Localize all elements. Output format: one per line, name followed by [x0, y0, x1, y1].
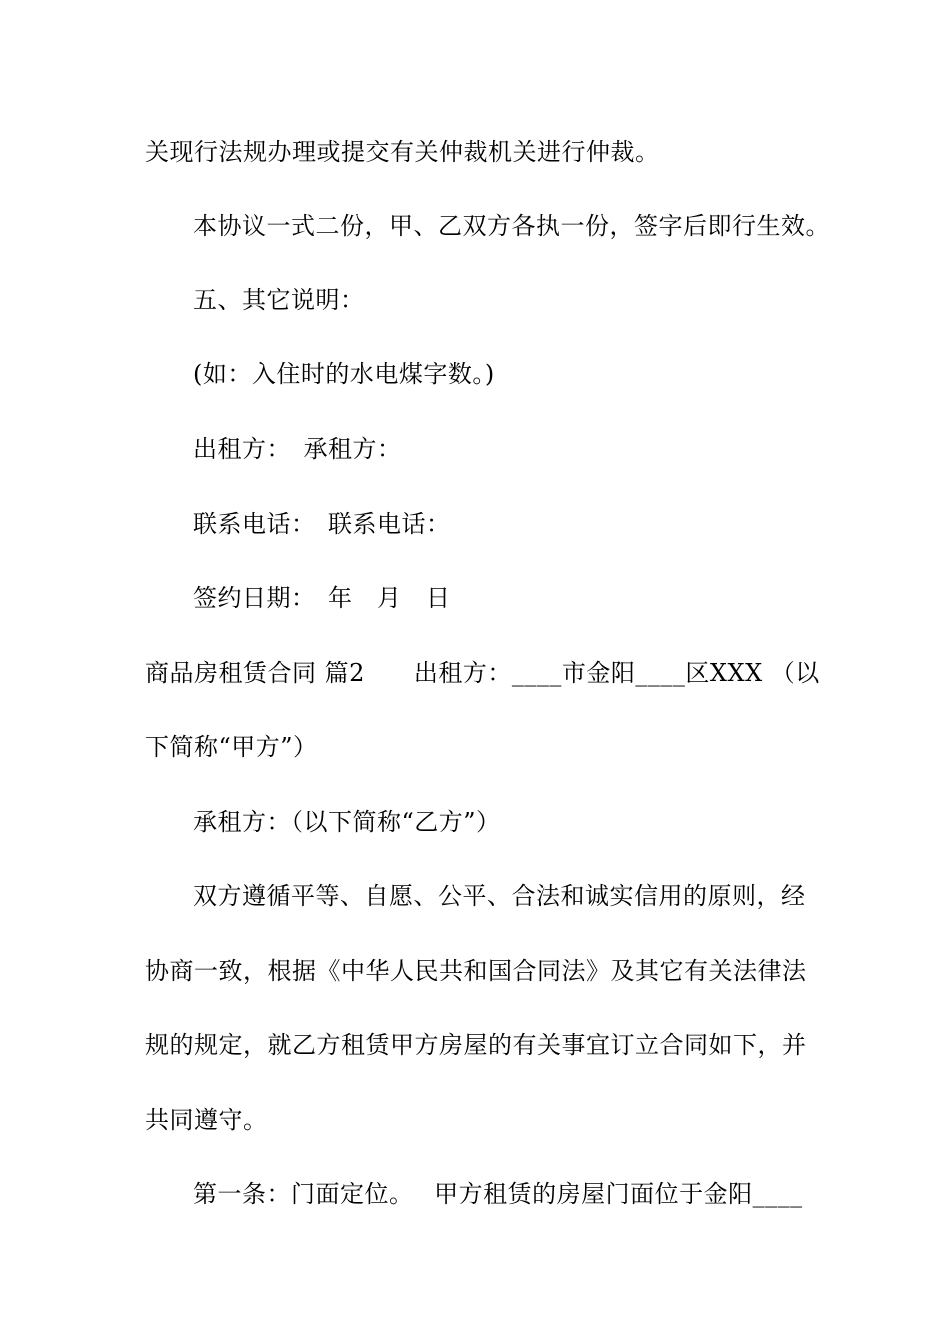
- contact-phone-line: 联系电话： 联系电话：: [193, 510, 451, 538]
- paragraph-line: 本协议一式二份，甲、乙双方各执一份，签字后即行生效。: [193, 212, 830, 240]
- paragraph-line: 规的规定，就乙方租赁甲方房屋的有关事宜订立合同如下，并: [145, 1031, 807, 1059]
- signature-party-line: 出租方： 承租方：: [193, 435, 402, 463]
- signing-date-line: 签约日期： 年 月 日: [193, 584, 451, 612]
- contract-title-line: 商品房租赁合同 篇2 出租方：____市金阳____区XXX （以: [145, 659, 820, 687]
- paragraph-line: 协商一致，根据《中华人民共和国合同法》及其它有关法律法: [145, 957, 807, 985]
- tenant-line: 承租方：（以下简称“乙方”）: [193, 808, 501, 836]
- paragraph-line: (如：入住时的水电煤字数。): [193, 360, 495, 388]
- paragraph-line: 下简称“甲方”）: [145, 733, 318, 761]
- paragraph-line: 关现行法规办理或提交有关仲裁机关进行仲裁。: [145, 138, 660, 166]
- section-heading: 五、其它说明：: [193, 286, 365, 314]
- article-line: 第一条：门面定位。 甲方租赁的房屋门面位于金阳____: [193, 1180, 803, 1208]
- paragraph-line: 共同遵守。: [145, 1106, 268, 1134]
- paragraph-line: 双方遵循平等、自愿、公平、合法和诚实信用的原则，经: [193, 882, 806, 910]
